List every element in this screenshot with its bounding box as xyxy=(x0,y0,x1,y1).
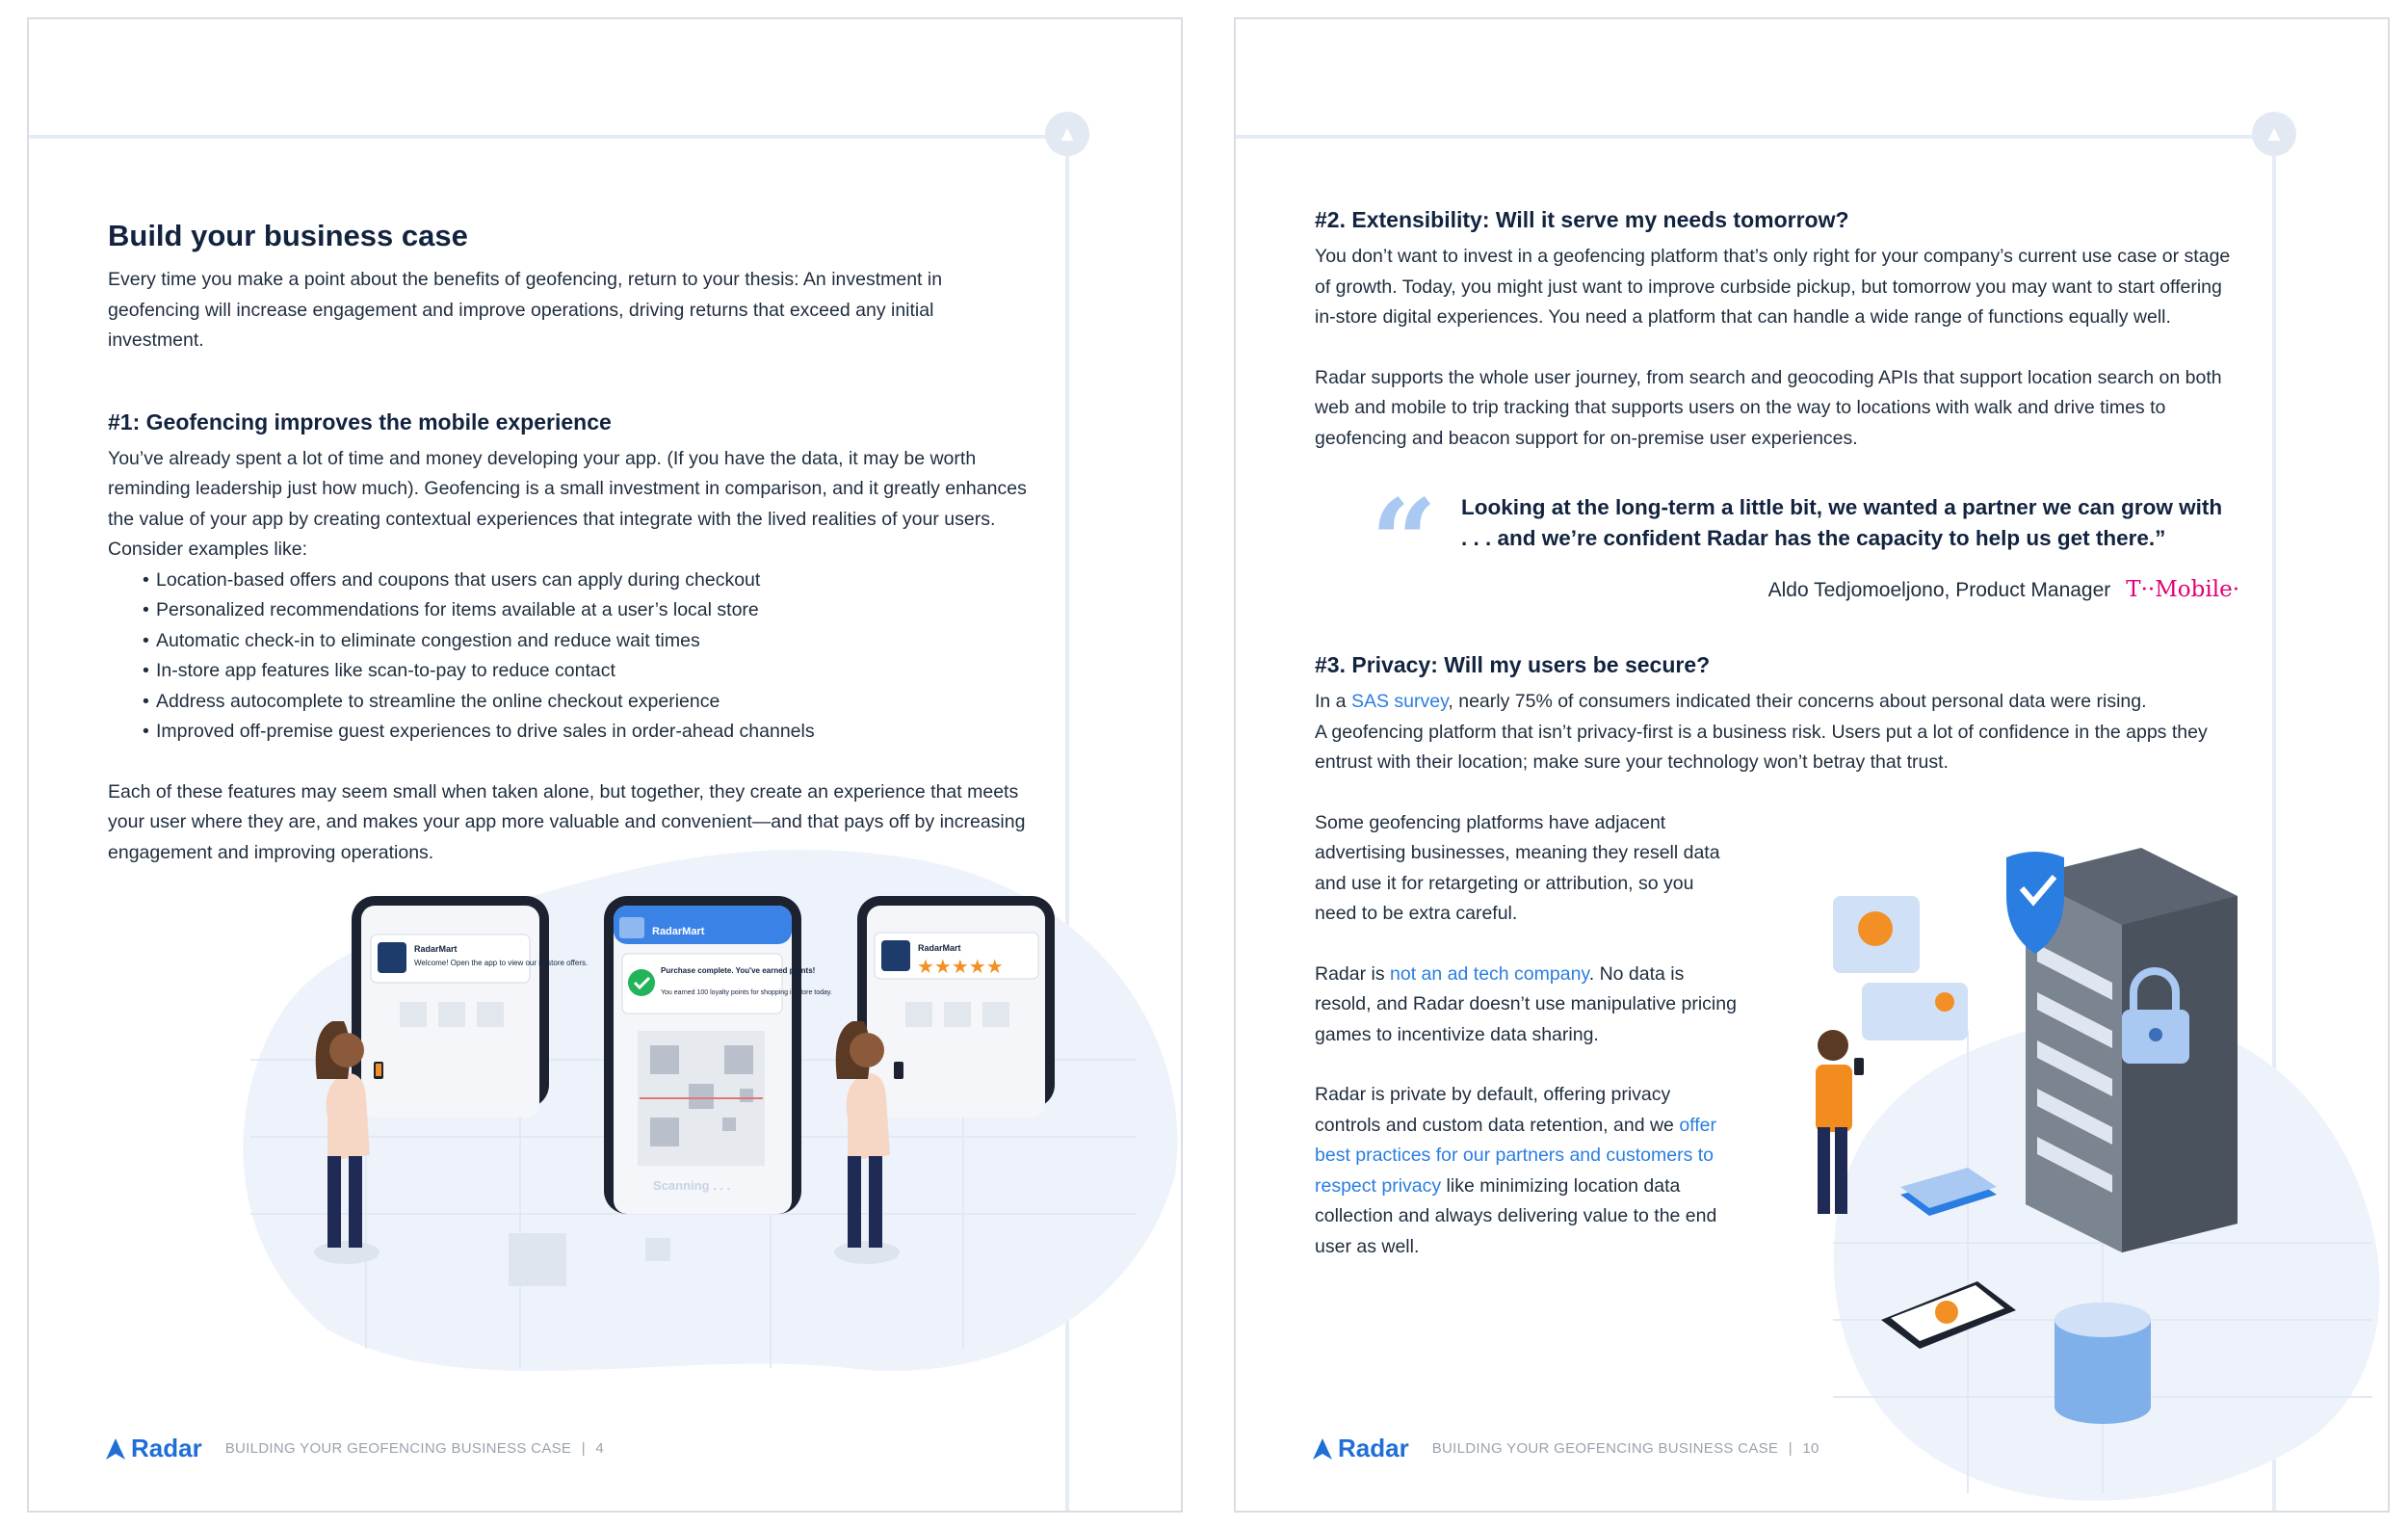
page-footer xyxy=(106,1434,604,1463)
page-title: Build your business case xyxy=(108,219,468,252)
section2-paragraph-1: You don’t want to invest in a geofencing platform that’s only right for your company’s current use case or stage of growth. Today, you might just want to improve curbside pickup, but tomorrow you may want to start offering in-store digital experiences. You need a platform that can handle a wide range of functions equally well. xyxy=(1315,246,2231,328)
radar-badge-icon: ▲ xyxy=(2252,112,2296,156)
sas-survey-link[interactable]: SAS survey xyxy=(1350,691,1449,712)
quote-mark-icon: “ xyxy=(1371,474,1438,610)
section1-body: You’ve already spent a lot of time and money developing your app. (If you have the data, it may be worth reminding leadership just how much). Geofencing is a small investment in comparison, and it greatly enhances the value of your app by creating contextual experiences that integrate with the lived realities of your users. Consider examples like: xyxy=(108,447,1027,560)
footer-text: BUILDING YOUR GEOFENCING BUSINESS CASE | 4 xyxy=(224,1440,605,1457)
testimonial-quote xyxy=(1315,474,2239,610)
top-rule xyxy=(1236,135,2266,139)
svg-text:RadarMart: RadarMart xyxy=(918,943,961,953)
radar-logo: Radar xyxy=(1313,1434,1409,1463)
svg-text:RadarMart: RadarMart xyxy=(414,944,458,954)
list-item: • In-store app features like scan-to-pay to reduce contact xyxy=(156,656,1033,687)
radar-logo: Radar xyxy=(106,1434,202,1463)
ad-tech-link[interactable]: not an ad tech company xyxy=(1390,962,1589,985)
tmobile-logo: T··Mobile· xyxy=(2126,577,2239,602)
section2-paragraph-2: Radar supports the whole user journey, from search and geocoding APIs that support location search on both web and mobile to trip tracking that supports users on the way to locations with walk and drive times to geofencing and beacon support for on-premise user experiences. xyxy=(1315,366,2222,449)
radar-badge-icon: ▲ xyxy=(1045,112,1089,156)
list-item: • Personalized recommendations for items available at a user’s local store xyxy=(156,595,1033,626)
list-item: • Address autocomplete to streamline the online checkout experience xyxy=(156,687,1033,718)
top-rule xyxy=(29,135,1060,139)
svg-text:★★★★★: ★★★★★ xyxy=(917,955,1004,978)
quote-text: Looking at the long-term a little bit, we wanted a partner we can grow with . . . and we’re confident Radar has the capacity to help us get there.” xyxy=(1461,495,2223,550)
svg-text:RadarMart: RadarMart xyxy=(652,926,705,937)
left-content xyxy=(108,197,1033,868)
phones-illustration xyxy=(173,829,1183,1387)
page-footer xyxy=(1313,1434,1819,1463)
phone-mockup-2 xyxy=(604,896,832,1214)
right-page xyxy=(1234,17,2390,1513)
feature-list xyxy=(108,566,1033,748)
quote-author: Aldo Tedjomoeljono, Product Manager xyxy=(1767,579,2111,601)
user-icon xyxy=(1833,896,1968,1040)
radar-logo-icon xyxy=(106,1438,125,1460)
page-number: 10 xyxy=(1802,1440,1819,1457)
list-item: • Automatic check-in to eliminate congestion and reduce wait times xyxy=(156,626,1033,657)
section1-heading: #1: Geofencing improves the mobile experience xyxy=(108,408,612,434)
best-practices-link[interactable]: offer best practices for our partners and customers to respect privacy xyxy=(1315,1114,1716,1197)
privacy-illustration xyxy=(1775,838,2390,1513)
section3-paragraph-4: Radar is private by default, offering privacy controls and custom data retention, and we offer best practices for our partners and customers to respect privacy like minimizing location data collection and always delivering value to the end user as well. xyxy=(1315,1084,1717,1257)
section3-heading: #3. Privacy: Will my users be secure? xyxy=(1315,652,1711,677)
section2-heading: #2. Extensibility: Will it serve my needs tomorrow? xyxy=(1315,207,1849,232)
section3-paragraph-1: In a SAS survey, nearly 75% of consumers indicated their concerns about personal data were rising. A geofencing platform that isn’t privacy-first is a business risk. Users put a lot of confidence in the apps they entrust with their location; make sure your technology won’t betray that trust. xyxy=(1315,691,2208,773)
svg-text:You earned 100 loyalty points: You earned 100 loyalty points for shopping in-store today. xyxy=(661,989,832,996)
svg-text:Scanning . . .: Scanning . . . xyxy=(653,1178,731,1193)
footer-text: BUILDING YOUR GEOFENCING BUSINESS CASE | 10 xyxy=(1431,1440,1819,1457)
intro-paragraph: Every time you make a point about the benefits of geofencing, return to your thesis: An investment in geofencing will increase engagement and improve operations, driving returns that exceed any initial investment. xyxy=(108,269,943,351)
database-icon xyxy=(2055,1303,2151,1424)
list-item: • Location-based offers and coupons that users can apply during checkout xyxy=(156,566,1033,596)
quote-attribution xyxy=(1768,575,2239,606)
section3-paragraph-3: Radar is not an ad tech company. No data is resold, and Radar doesn’t use manipulative pricing games to incentivize data sharing. xyxy=(1315,962,1737,1045)
list-item: • Improved off-premise guest experiences to drive sales in order-ahead channels xyxy=(156,717,1033,748)
section3-paragraph-2: Some geofencing platforms have adjacent advertising businesses, meaning they resell data and use it for retargeting or attribution, so you need to be extra careful. xyxy=(1315,811,1720,924)
phone-mockup-3 xyxy=(857,896,1055,1118)
radar-logo-icon xyxy=(1313,1438,1332,1460)
page-number: 4 xyxy=(595,1440,605,1457)
svg-text:Purchase complete. You've earn: Purchase complete. You've earned points! xyxy=(661,966,816,975)
svg-text:Welcome! Open the app to view: Welcome! Open the app to view our in-store offers. xyxy=(414,959,589,967)
closing-paragraph: Each of these features may seem small when taken alone, but together, they create an experience that meets your user where they are, and makes your app more valuable and convenient—and that pays off by increasing engagement and improving operations. xyxy=(108,780,1026,863)
left-page xyxy=(27,17,1183,1513)
